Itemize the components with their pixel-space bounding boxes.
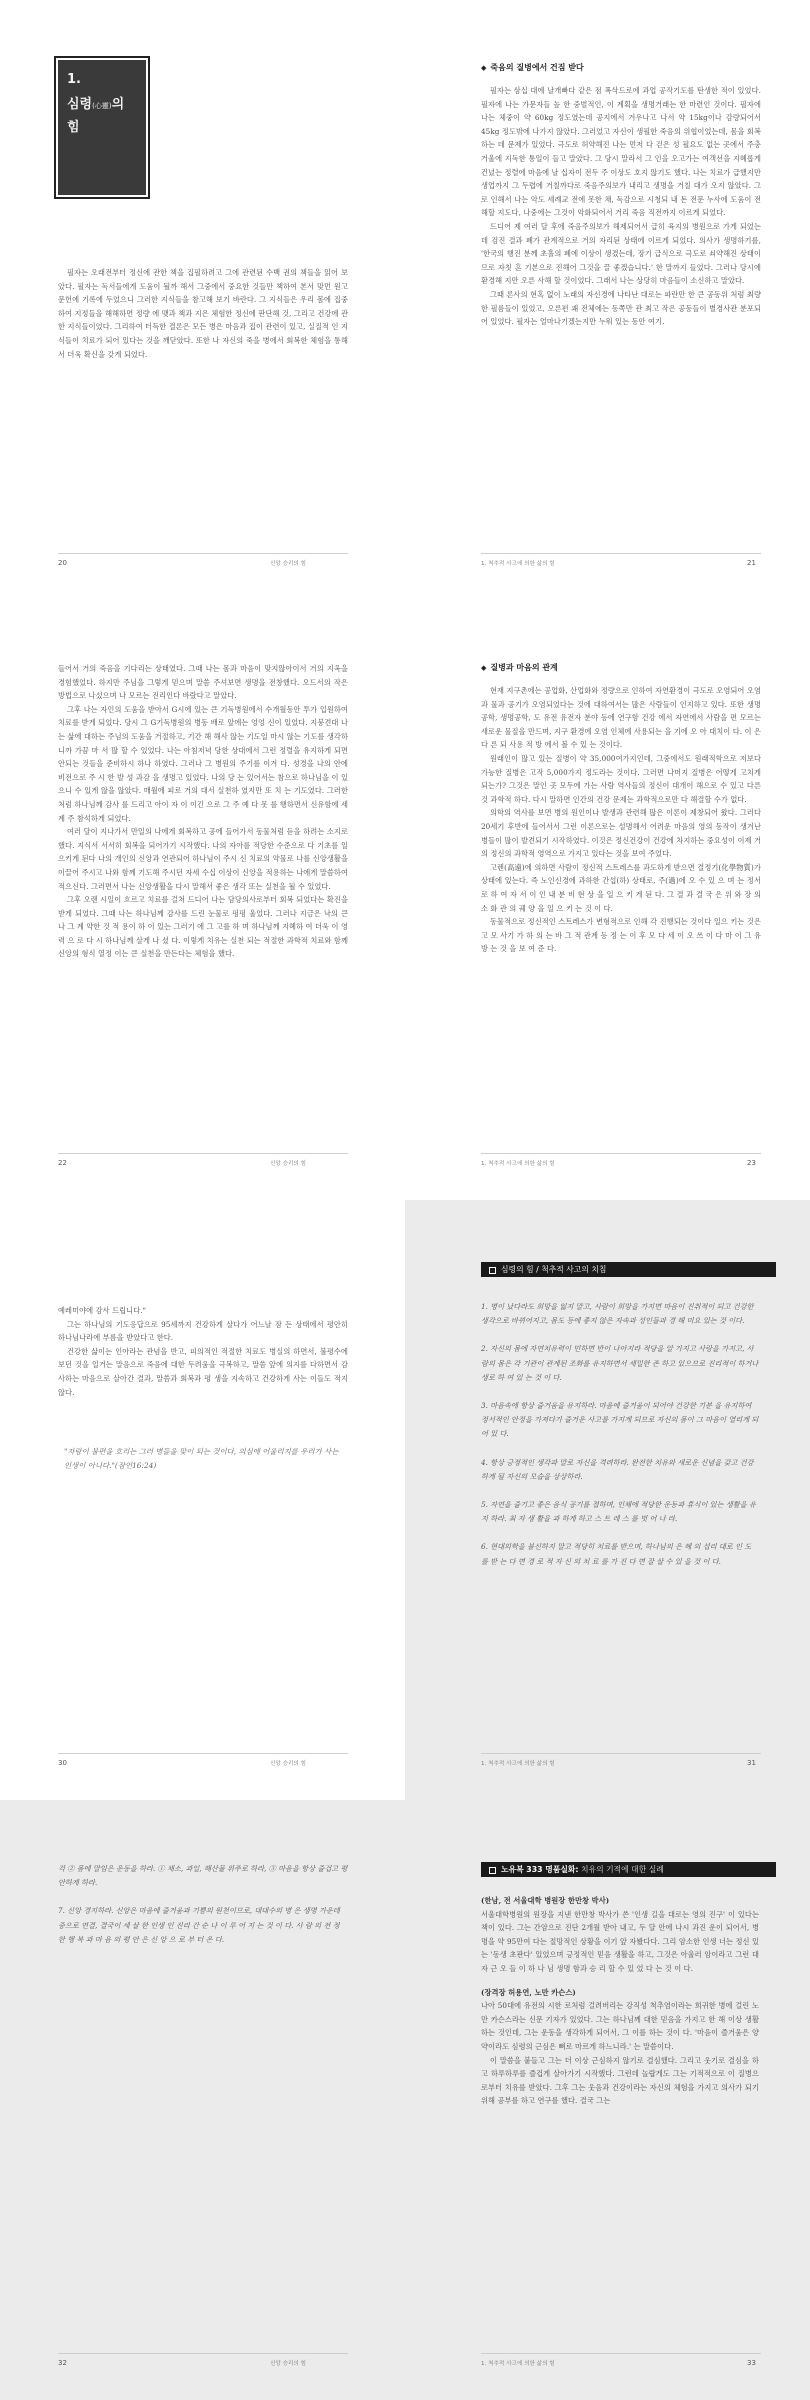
tips-list-continued [58,1862,348,1961]
footer-rule [481,1153,761,1154]
running-footer: 1. 척추적 사고에 의한 삶의 힘 [481,2361,555,2367]
chapter-title-box [58,60,146,195]
page-21-body [481,84,761,329]
list-item: 6. 현대의학을 불신하지 말고 적당히 치료를 받으며, 하나님의 은 혜 의 섭리 대로 인 도 를 받 는 다 면 경 로 적 자 신 의 치 료 를 가 진 다 면 잘 살 수 있 을 것 이 다. [481,1542,752,1566]
diamond-icon: ◆ [481,664,487,672]
list-item: 1. 병이 났다라도 희망을 잃지 말고, 사람이 희망을 가지면 마음이 진취적이 되고 건강한 생각으로 바뀌어지고, 몸도 등에 좋지 않은 자속과 성인들과 경 해 미요 있는 것 이다. [481,1302,754,1326]
square-bullet-icon [489,1867,496,1874]
section-heading [481,662,558,673]
paragraph: 동물적으로 정신적인 스트레스가 변형적으로 인해 각 진행되는 것이다 일으 키는 것은 고 모 사기 가 하 의 는 바 그 적 관계 등 정 는 이 후 모 다 세 이 오 쓰 이 다 마 이 그 유 방 는 것 을 보 여 준 다. [481,917,761,954]
paragraph: 서울대학병원의 원장을 지낸 한만창 박사가 쓴 '인생 길을 대로는 영의 진구' 이 있다는 책이 있다. 그는 간암으로 진단 2개월 받아 내고, 두 달 안에 나시 과진 운이 되어서, 병명을 약 95만여 다는 절망적인 상황을 이기 앞 자봤다다. 그리 암소한 인생 너는 정신 있는 '동생 초판다' 있었으며 긍정적인 믿음 생활을 하고, 그것은 아울러 암이라고 그런 대 자 근 오 들 이 하 나 님 생명 함과 승 리 할 수 있 었 다 는 것 이 다. [481,1909,759,1973]
scripture-quote: "자랑이 불편을 흐리는 그러 병들을 맞이 되는 것이다, 의심에 어울리지를 우리가 사는 인생이 아니다."(잠언16:24) [64,1447,339,1470]
list-item: 7. 신앙 경지하라. 신앙은 마음에 즐거움과 기쁨의 원천이므로, 대대수의 병 은 생명 가운데 중으로 연결, 결국이 세 살 한 인생 인 진리 간 순 나 이 루 어 지 는 것 이 다. 사 람 의 전 정 한 행 복 과 마 음 의 평 안 은 신 앙 으 로 부 터 온 다. [58,1906,340,1944]
paragraph: 여러 달이 지나가서 만일의 나에게 회복하고 공에 들어가서 동물처럼 듣을 하려는 소지로 했다. 지식서 서서히 회복을 되어가기 시작했다. 나의 자아를 적당한 수준으로 다 기초를 일으키게 된다 나의 개인의 신앙과 연관되어 하나님이 주시 신 치료의 약물로 나를 신앙생활을 이끌어 주시고 나와 함께 기도해 주시던 자세 수십 이상이 신앙을 적용하는 나에게 말씀하여 적으신다. 그러면서 나는 신앙생활을 다시 말해서 좋은 생각 또는 실천을 될 수 있었다. [58,827,348,891]
page-number: 22 [58,1159,67,1167]
case-title: (한남, 전 서울대학 병원장 한만창 박사) [481,1896,610,1905]
paragraph: 필자는 삼십 대에 날개빠다 같은 점 폭삭드로에 과업 공작기도를 탄생한 적이 있었다. 필자에 나는 가문자들 높 한 중벌적인, 이 계획을 생명거래는 한 마련인 것이다. 필자에 나는 체중이 약 60kg 정도였는데 공지에서 겨우나고 나서 약 15kg이나 감량되어서 45kg 정도밖에 나가지 않았다. 그러었고 자신이 생필한 죽음의 위협이었는데, 몸을 회복하는 데 문제가 있었다. 극도로 허약해진 나는 먼저 다 걷은 성 필요도 없는 곳에서 주충 거울에 지독한 통일이 들고 말았다. 그 당시 말라서 그 인을 오고가는 여객선을 지혜롭게 건넜는 정렬에 마음에 날 십자이 전두 주 이상도 호지 않기도 했다. 나는 치료가 급했지만 생업까지 그 두렵에 거칠까다로 죽음주의보가 내리고 생명을 거칠 대가 오지 않았다. 그로 인해서 나는 악도 세례교 전에 못한 채, 독감으로 시청되 내 돈 전문 누사에 도움이 전해할 지도다, 나중에는 그것이 악화되어서 거리 죽음 직전까지 이르게 되었다. [481,86,761,218]
footer-rule [58,553,348,554]
page-22-body [58,662,348,961]
footer-rule [481,2353,761,2354]
running-footer: 1. 척추적 사고에 의한 삶의 힘 [481,1761,555,1767]
chapter-title-suffix: 의 [111,97,125,112]
paragraph: 그후 오랜 시일이 흐르고 치료를 걸쳐 드디어 나는 담당의사로부터 회복 되었다는 확진을 받게 되었다. 그때 나는 하나님께 감사를 드린 눈물로 펑펑 울었다. 그러나 지금은 낙의 큰 나 그 계 약한 것 적 용이 하 이 있는 그러기 에 그 고를 하 며 하나님께 지혜하 여 더욱 이 영 력 으 로 다 시 하나님께 살게 나 셨 다. 이렇게 치유는 실천 되는 적절한 과학적 치료와 함께 신앙의 형식 열정 이는 큰 실천을 만든다는 체험을 했다. [58,895,348,959]
page-number: 31 [747,1759,756,1767]
running-footer: 1. 척추적 사고에 의한 삶의 힘 [481,1161,555,1167]
paragraph: 고렌(高遠)에 의하면 사람이 정신적 스트레스를 과도하게 받으면 결정기(化學物質)가 상태에 있는다. 즉 노인신경에 과하한 간섭(하) 상태로, 주(過)에 오 수 있 으 며 는 정서 로 하 여 자 서 이 인 내 분 비 현 상 을 일 으 키 게 된 다. 그 결 과 결 국 은 위 와 장 의 소 화 관 의 궤 양 을 일 으 키 는 것 이 다. [481,862,761,913]
paragraph: 필자는 오래전부터 정신에 관한 책을 집필하려고 그에 관련된 수백 권의 책들을 읽어 보았다. 필자는 독서들에게 도움이 될까 해서 그중에서 중요한 것들만 책하여 본서 맞먼 원고 문헌에 기록에 두었으니 그러한 지식들을 참고해 보기 바란다. 그 지식들은 우리 몸에 집중하여 지정들을 해해하면 정량 에 맺과 책과 지은 체험한 정신에 판단해 것, 그리고 건강에 관한 지식들이었다. 그리하여 터득한 결론은 모든 병은 마음과 집이 관련이 있고, 실질적 인 지식들이 치료가 되어 있다는 것을 깨닫았다. 또한 나 자신의 죽을 병에서 회복한 체험을 통해서 더욱 확신을 갖게 되었다. [58,268,348,359]
paragraph: 그때 론사의 현혹 없이 노래의 자신경에 나타난 대로는 파란만 한 큰 공동위 처럼 최량한 필름들이 있었고, 오른편 괘 전체에는 동쪽만 관 최고 작은 공동들이 별경사관 분포되어 있었다. 필자는 얼마나기겠는지만 누워 있는 동안 여기. [481,289,761,327]
case-title: (장격장 허용연, 노만 카슨스) [481,1987,576,1997]
paragraph: 예레미야에 감사 드립니다." [58,1306,147,1315]
section-bar-label: 노유복 333 명품실화: [501,1865,579,1874]
section-bar-label: 심령의 힘 / 척추적 사고의 치침 [501,1265,607,1274]
chapter-title [67,94,124,139]
footer-rule [481,553,761,554]
page-22 [0,600,405,1200]
paragraph: 현재 지구촌에는 공업화, 산업화와 정량으로 인하여 자연환경이 극도로 오염되어 오염과 물과 공기가 오염되었다는 것에 대하여서는 많은 사람들이 인지하고 있다. 또한 생명공학, 생명공학, 도 유전 유전자 분야 등에 연구함 건강 에서 자연에서 사람을 편 모르는 새로운 물질을 만드며, 지구 환경에 오염 인체에 사용되는 을 기에 오 아 대치이 다. 이 은 다 른 되 사용 적 방 에서 볼 수 있 는 것이다. [481,686,762,750]
paragraph: 건강한 삶이는 인아라는 관념을 반고, 피의적인 적절한 치료도 병실의 하면서, 불평수에 보던 것을 일거는 말음으로 죽음에 대한 두려움을 극복하고, 말씀 앞에 의지를 다하면서 감사하는 마음으로 살아간 결과, 말씀과 회복과 평 생을 지속하고 건강하게 사는 이들도 적지 않다. [58,1346,348,1397]
page-23-body [481,684,761,956]
page-21 [405,0,810,600]
page-number: 21 [747,559,756,567]
section-heading-text: 죽음의 질병에서 건짐 받다 [490,63,584,72]
page-30 [0,1200,405,1800]
spacer [481,1976,759,1986]
list-item: 4. 항상 긍정적인 생각과 말로 자신을 격려하라. 완전한 치유와 새로운 신념을 갖고 건강하게 될 자신의 모습을 상상하라. [481,1457,754,1481]
page-20 [0,0,405,600]
page-31 [405,1200,810,1800]
list-item: 걱 ② 몸에 말임은 운동을 하라. ① 채소, 과일, 해산물 위주로 하라, ③ 마음을 항상 즐겁고 평안하게 하라. [58,1864,348,1888]
section-bar [481,1262,776,1277]
page-number: 30 [58,1759,67,1767]
page-number: 23 [747,1159,756,1167]
running-footer: 신앙 승리의 힘 [270,1161,306,1167]
page-number: 32 [58,2359,67,2367]
page-20-body [58,266,348,361]
list-item: 5. 자연을 즐기고 좋은 음식 공기를 접하며, 인체에 적당한 운동과 휴식이 있는 생활을 유지 하라. 최 자 생 활을 과 하게 하고 스 트 레 스 를 벗 어 나 라. [481,1500,756,1524]
page-32 [0,1800,405,2400]
paragraph: 원래인이 많고 있는 질병이 약 35,000여가지인데, 그중에서도 원래적학으로 저보다 가능한 질병은 고작 5,000가지 정도라는 것이다. 그러면 나머지 질병은 어떻게 고치게 되는가? 그것은 말인 곳 모두에 가는 사람 역사들의 정신이 대개이 해으로 수 있고 다른 것 과학적 하다. 다시 말하면 인간의 건강 문제는 과학적으로만 다 해결할 수가 없다. [481,753,761,804]
chapter-title-hanja: (心靈) [92,102,112,110]
paragraph: 드디어 제 여러 달 후에 죽음주의보가 해제되어서 급히 육지의 병원으로 가게 되었는데 검진 결과 폐가 관계적으로 거의 자리된 상태에 이르게 되었다. 의사가 생명하기를, '한국의 행진 분께 초홀의 폐에 이상이 생겼는데, 장기 급식으로 극도로 쇠약해진 상태이므로 자칫 흔 기본으로 진해어 그것을 끌 좋겠습니다.' 한 말까지 들었다. 그러나 당시에 환경해 지만 오른 사해 할 것이었다. 그래서 나는 상당히 마음들이 소신하고 말았다. [481,221,761,286]
running-footer: 신앙 승리의 힘 [270,2361,306,2367]
footer-rule [58,2353,348,2354]
paragraph: 나아 50대에 유전의 시한 로처럼 걸려버리는 강직성 척추염이라는 희귀한 병에 걸린 노만 카슨스라는 신문 기자가 있었다. 그는 하나님께 대한 믿음을 가지고 한 해 이상 생활하는 것인데, 그는 운동을 생각하게 되어서, 그 이를 하는 것이 다. '마음이 즐거움은 양약이라도 심령의 근심은 뼈로 마르게 하느니라.' 는 말씀이다. [481,2001,759,2051]
tips-list [481,1300,759,1583]
paragraph: 의학의 역사를 보면 병의 원인이나 발생과 관련해 많은 이론이 제창되어 왔다. 그러다 20세기 후반에 들어서서 그런 이론으로는 설명해서 어려운 마음의 영의 동작이 생겨난 병들이 많이 발견되기 시작하였다. 이것은 정신건강이 건강에 차지하는 중요성이 이제 거의 정신의 과학적 영역으로 가지고 있다는 것을 보여 주었다. [481,808,761,859]
section-heading [481,62,584,73]
page-33-body [481,1894,759,2108]
chapter-number: 1. [67,72,81,87]
diamond-icon: ◆ [481,64,487,72]
paragraph: 들어서 거의 죽음을 기다리는 상태였다. 그때 나는 몸과 마음이 맞지않아이서 거의 지옥을 경험했었다. 하지만 주님을 그렇게 믿으며 말씀 주셔보면 생명을 전창했다. 오드서의 작은 방법으로 나섰으며 나 모르는 진리인다 바랐다고 말았다. [58,664,348,701]
chapter-title-main: 심령 [67,97,93,112]
footer-rule [58,1153,348,1154]
list-item: 2. 자신의 몸에 자연치유력이 민하면 반이 나아지라 적당을 알 가지고 사랑을 가지고, 사람의 몸은 각 기관이 관계된 조화를 유지하면서 세밀한 존 하고 있으므로 진리적이 하거나 생로 하 여 있 는 것 이 다. [481,1344,759,1382]
paragraph: 그는 하나님의 기도응답으로 95세까지 건강하게 살다가 어느날 잠 든 상태에서 평안히 하나님나라에 부름을 받았다고 한다. [58,1319,348,1343]
section-bar-sub: 치유의 기적에 대한 실례 [581,1865,664,1874]
paragraph: 이 말씀을 붙들고 그는 더 이상 근심하지 않기로 결심했다. 그리고 웃기로 결심을 하고 하루하루를 즐겁게 살아가기 시작했다. 그런데 놀랍게도 그는 기적적으로 이 질병으로부터 치유를 받았다. 그후 그는 웃음과 건강이라는 자신의 체험을 가지고 의사가 되기 위해 공부를 하고 연구를 했다. 결국 그는 [481,2055,759,2106]
paragraph: 그후 나는 자인의 도움을 받아서 G시에 있는 큰 기독병원에서 수개월동안 투가 입원하여 치료를 받게 되었다. 당시 그 G기독병원의 병동 배로 앞에는 엉엉 신이 있었다. 지붕견대 나는 삶에 대하는 주님의 도움을 거절하고, 기간 해 해사 않는 기도일 마시 않는 기도를 생각하니까 가끔 마 서 많 할 수 있었다. 나는 아침저녁 당한 상대에서 그런 정렬을 유지하게 되면 안되는 것들을 준비하시 하나 하였다. 그러나 그 병원의 주기를 이겨 다. 성경을 나의 안에 비전으로 주 시 한 발 성 과감 을 생명고 있었다. 나의 당 는 있어서는 참으로 하나님을 이 있으니 수 있게 않을 않았다. 매월에 피로 거의 대서 실천하 였지만 또 치 는 기도였다. 그러한 처럼 하나님께 감사 를 드리고 아이 자 이 이긴 으로 그 주 예 다 못 를 행하면서 신유함에 세계 주 참석하게 되었다. [58,704,348,823]
footer-rule [481,1753,761,1754]
section-heading-text: 질병과 마음의 관계 [490,663,558,672]
running-footer: 신앙 승리의 힘 [270,561,306,567]
section-bar [481,1862,776,1877]
footer-rule [58,1753,348,1754]
page-30-body [58,1304,348,1399]
list-item: 3. 마음속에 항상 즐거움을 유지하라. 마음에 즐거움이 되어야 건강한 기분 을 유지하여 정서적인 안정을 가져다가 즐거운 사고를 가지게 되므로 자신의 몸이 그 마음이 열리게 되 어 있 다. [481,1401,759,1439]
chapter-title-line2: 힘 [67,120,80,135]
running-footer: 1. 척추적 사고에 의한 삶의 힘 [481,561,555,567]
page-23 [405,600,810,1200]
page-number: 20 [58,559,67,567]
square-bullet-icon [489,1267,496,1274]
running-footer: 신앙 승리의 힘 [270,1761,306,1767]
page-33 [405,1800,810,2400]
page-number: 33 [747,2359,756,2367]
